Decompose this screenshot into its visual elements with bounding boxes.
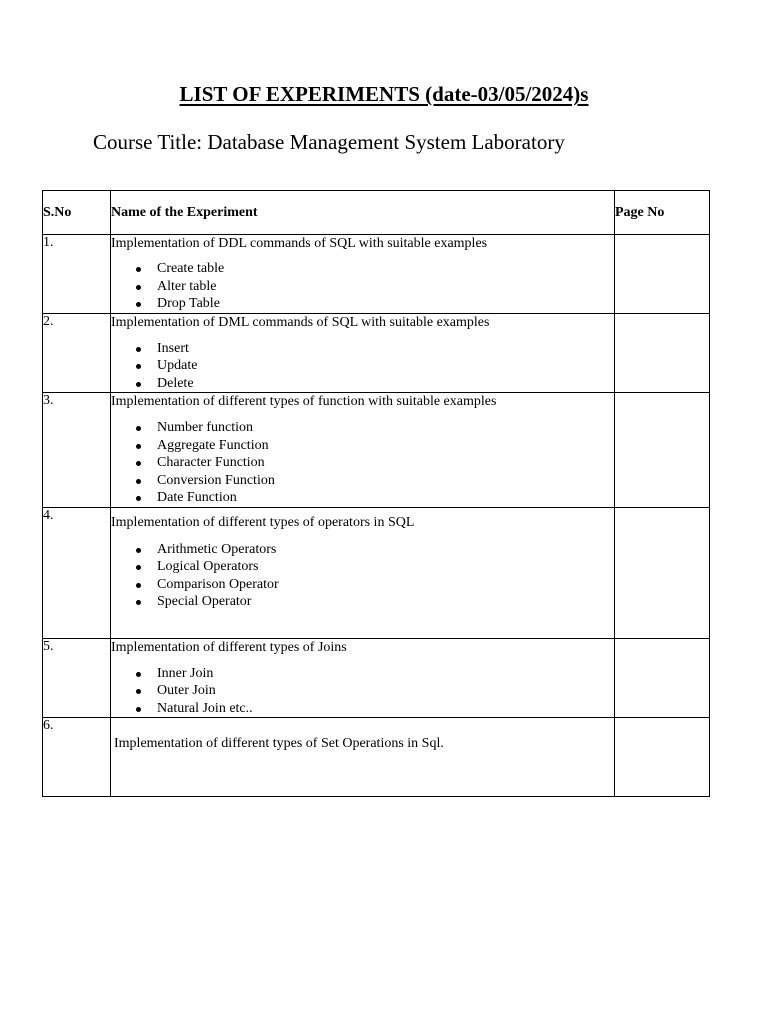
list-item: Arithmetic Operators [157,541,614,559]
experiment-items [111,340,614,393]
row-page-no [615,638,710,718]
row-page-no [615,718,710,797]
experiment-name: Implementation of DML commands of SQL with suitable examples [111,314,490,330]
list-item: Comparison Operator [157,576,614,594]
experiment-items [111,419,614,507]
list-item: Date Function [157,489,614,507]
table-row [43,507,710,638]
list-item: Update [157,357,614,375]
list-item: Character Function [157,454,614,472]
list-item: Delete [157,375,614,393]
list-item: Inner Join [157,665,614,683]
list-item: Natural Join etc.. [157,700,614,718]
row-sno: 6. [43,718,111,797]
row-experiment [111,638,615,718]
list-item: Drop Table [157,295,614,313]
table-row [43,718,710,797]
table-row [43,313,710,393]
row-sno: 3. [43,393,111,508]
table-header-row [43,191,710,235]
row-sno: 2. [43,313,111,393]
experiment-name: Implementation of DDL commands of SQL with suitable examples [111,236,488,251]
table-row [43,235,710,314]
row-experiment [111,393,615,508]
list-item: Alter table [157,278,614,296]
header-experiment-name: Name of the Experiment [111,191,615,235]
row-experiment [111,313,615,393]
list-item: Aggregate Function [157,437,614,455]
row-page-no [615,393,710,508]
list-item: Create table [157,260,614,278]
header-page-no: Page No [615,191,710,235]
experiment-name: Implementation of different types of Joins [111,639,347,655]
row-page-no [615,507,710,638]
experiment-name: Implementation of different types of function with suitable examples [111,394,497,409]
experiment-items [111,541,614,611]
row-sno: 5. [43,638,111,718]
experiment-name: Implementation of different types of Set Operations in Sql. [114,736,444,751]
list-item: Logical Operators [157,558,614,576]
row-experiment [111,507,615,638]
list-item: Number function [157,419,614,437]
experiments-table [42,190,710,797]
list-item: Insert [157,340,614,358]
list-item: Conversion Function [157,472,614,490]
experiment-items [111,260,614,313]
row-sno: 1. [43,235,111,314]
experiment-name: Implementation of different types of operators in SQL [111,514,415,530]
header-sno: S.No [43,191,111,235]
row-page-no [615,235,710,314]
list-item: Special Operator [157,593,614,611]
row-experiment [111,718,615,797]
experiment-items [111,665,614,718]
course-title: Course Title: Database Management System Laboratory [93,130,565,154]
list-item: Outer Join [157,682,614,700]
row-experiment [111,235,615,314]
row-sno: 4. [43,507,111,638]
row-page-no [615,313,710,393]
document-title: LIST OF EXPERIMENTS (date-03/05/2024)s [179,82,589,106]
table-row [43,393,710,508]
table-row [43,638,710,718]
